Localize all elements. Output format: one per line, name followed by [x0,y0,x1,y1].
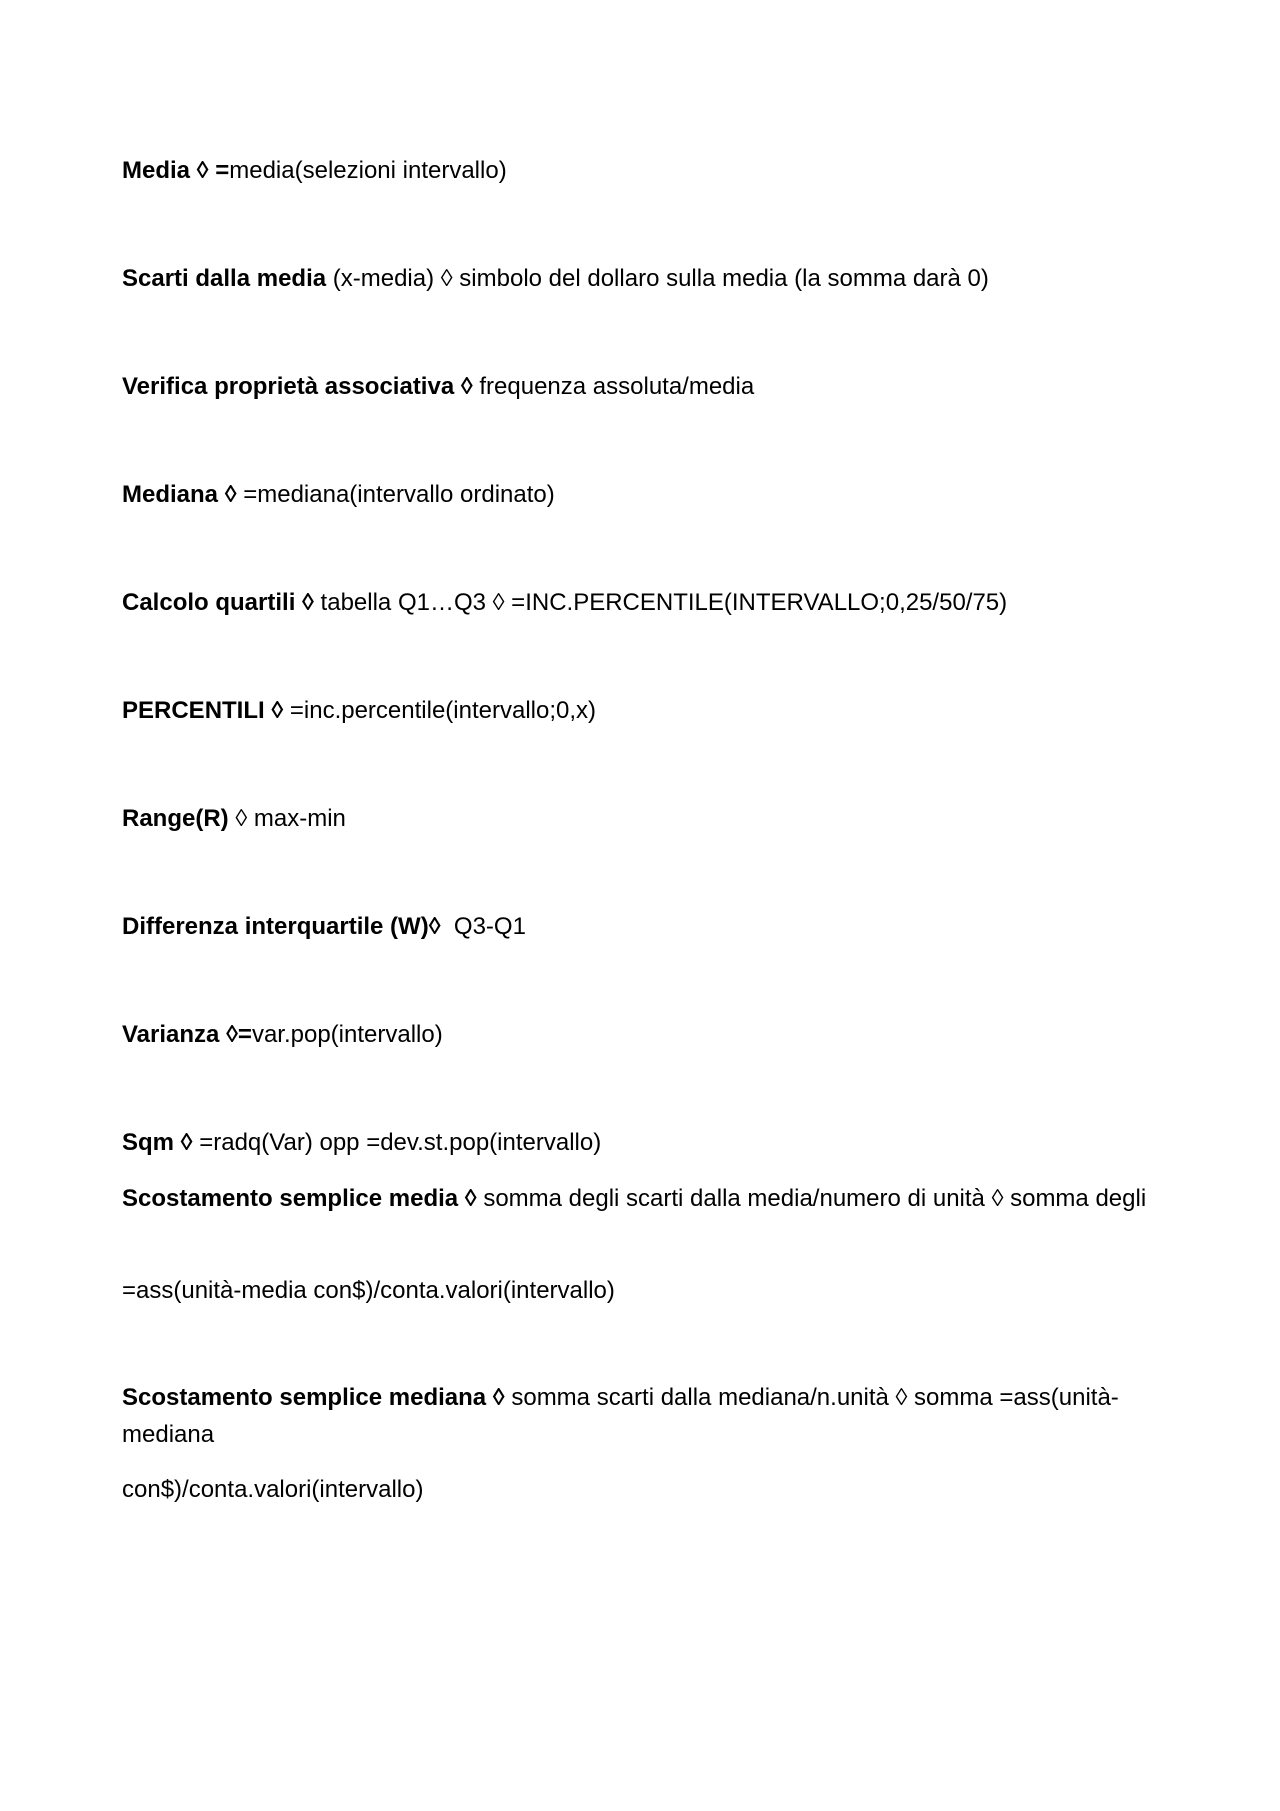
interquartile-text: Q3-Q1 [440,913,526,940]
varianza-text: var.pop(intervallo) [251,1021,443,1048]
scostamento-mediana-text: somma scarti dalla mediana/n.unità ◊ somma =ass(unità-mediana [122,1384,1119,1448]
media-text: media(selezioni intervallo) [229,157,507,184]
scostamento-media-formula: =ass(unità-media con$)/conta.valori(intervallo) [122,1277,615,1304]
sqm-text: =radq(Var) opp =dev.st.pop(intervallo) [192,1129,602,1156]
sqm-line [122,1124,1162,1161]
range-label: Range(R) [122,805,229,832]
scostamento-media-label: Scostamento semplice media ◊ [122,1185,477,1212]
scostamento-media-text: somma degli scarti dalla media/numero di unità ◊ somma degli [476,1185,1147,1212]
verifica-label: Verifica proprietà associativa ◊ [122,373,473,400]
percentili-text: =inc.percentile(intervallo;0,x) [283,697,597,724]
mediana-label: Mediana ◊ [122,481,237,508]
range-text: ◊ max-min [228,805,346,832]
quartili-label: Calcolo quartili ◊ [122,589,314,616]
varianza-label: Varianza ◊= [122,1021,252,1048]
quartili-text: tabella Q1…Q3 ◊ =INC.PERCENTILE(INTERVALLO;0,25/50/75) [313,589,1008,616]
verifica-line [122,368,1162,405]
interquartile-label: Differenza interquartile (W)◊ [122,913,441,940]
percentili-label: PERCENTILI ◊ [122,697,284,724]
verifica-text: frequenza assoluta/media [472,373,755,400]
percentili-line [122,692,1162,729]
quartili-line [122,584,1162,621]
mediana-text: =mediana(intervallo ordinato) [236,481,555,508]
scostamento-mediana-formula: con$)/conta.valori(intervallo) [122,1476,424,1503]
range-line [122,800,1162,837]
scarti-label: Scarti dalla media [122,265,327,292]
interquartile-line [122,908,1162,945]
mediana-line [122,476,1162,513]
scarti-line [122,260,1162,297]
scarti-text: (x-media) ◊ simbolo del dollaro sulla media (la somma darà 0) [326,265,989,292]
media-label: Media ◊ = [122,157,230,184]
scostamento-mediana-line [122,1379,1162,1453]
media-line [122,152,1162,189]
sqm-label: Sqm ◊ [122,1129,193,1156]
scostamento-media-line [122,1180,1162,1217]
scostamento-mediana-label: Scostamento semplice mediana ◊ [122,1384,505,1411]
varianza-line [122,1016,1162,1053]
